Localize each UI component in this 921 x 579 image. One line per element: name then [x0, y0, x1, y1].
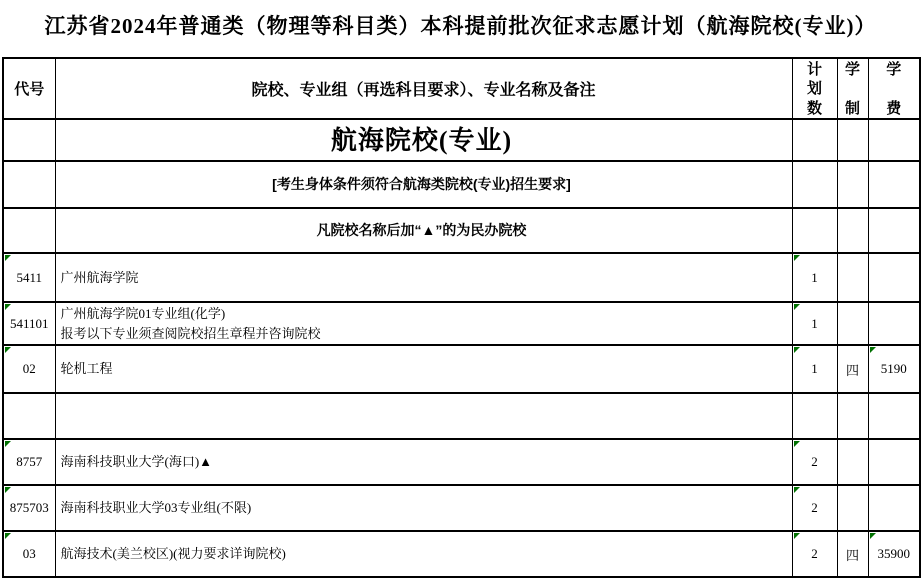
plan-table — [2, 57, 921, 578]
vertical-label-plan — [793, 62, 837, 116]
tuition-cell: 5190 — [868, 345, 920, 393]
notice-row — [3, 208, 920, 253]
empty-row — [3, 393, 920, 439]
code-cell: 5411 — [3, 253, 55, 302]
vertical-label-char: 划 — [806, 80, 822, 97]
name-cell: 航海院校(专业) — [55, 119, 792, 161]
table-row — [3, 253, 920, 302]
vertical-label-char: 制 — [844, 99, 860, 117]
section-row — [3, 119, 920, 161]
cell-flag-triangle-icon — [870, 347, 876, 353]
duration-cell — [837, 439, 868, 485]
header-row — [3, 58, 920, 119]
cell-flag-triangle-icon — [870, 533, 876, 539]
vertical-label-char: 数 — [806, 99, 822, 117]
name-cell: 凡院校名称后加“▲”的为民办院校 — [55, 208, 792, 253]
duration-cell: 四 — [837, 531, 868, 577]
tuition-cell — [868, 393, 920, 439]
code-cell — [3, 208, 55, 253]
name-cell — [55, 393, 792, 439]
cell-flag-triangle-icon — [794, 441, 800, 447]
plan-cell: 1 — [792, 253, 837, 302]
name-cell: 广州航海学院01专业组(化学) 报考以下专业须查阅院校招生章程并咨询院校 — [55, 302, 792, 345]
col-header-duration — [837, 58, 868, 119]
duration-cell — [837, 302, 868, 345]
cell-flag-triangle-icon — [794, 533, 800, 539]
plan-cell: 2 — [792, 439, 837, 485]
cell-flag-triangle-icon — [794, 304, 800, 310]
plan-cell: 1 — [792, 302, 837, 345]
duration-cell — [837, 393, 868, 439]
name-cell: 广州航海学院 — [55, 253, 792, 302]
vertical-label-char: 学 — [886, 60, 902, 78]
tuition-cell — [868, 161, 920, 208]
vertical-label-tuition — [869, 62, 920, 116]
col-header-code: 代号 — [3, 58, 55, 119]
cell-flag-triangle-icon — [5, 441, 11, 447]
name-cell: [考生身体条件须符合航海类院校(专业)招生要求] — [55, 161, 792, 208]
plan-cell — [792, 119, 837, 161]
duration-cell — [837, 161, 868, 208]
vertical-label-duration — [838, 62, 868, 116]
vertical-label-char: 计 — [806, 60, 822, 78]
cell-flag-triangle-icon — [5, 533, 11, 539]
cell-flag-triangle-icon — [5, 347, 11, 353]
duration-cell — [837, 485, 868, 531]
tuition-cell — [868, 439, 920, 485]
name-cell: 海南科技职业大学03专业组(不限) — [55, 485, 792, 531]
name-cell: 航海技术(美兰校区)(视力要求详询院校) — [55, 531, 792, 577]
table-row — [3, 302, 920, 345]
plan-cell — [792, 208, 837, 253]
cell-flag-triangle-icon — [5, 487, 11, 493]
name-cell: 海南科技职业大学(海口)▲ — [55, 439, 792, 485]
plan-cell — [792, 161, 837, 208]
tuition-cell — [868, 302, 920, 345]
duration-cell — [837, 208, 868, 253]
code-cell: 02 — [3, 345, 55, 393]
code-cell: 03 — [3, 531, 55, 577]
table-row — [3, 485, 920, 531]
plan-cell — [792, 393, 837, 439]
col-header-name: 院校、专业组（再选科目要求）、专业名称及备注 — [55, 58, 792, 119]
tuition-cell — [868, 208, 920, 253]
code-cell: 875703 — [3, 485, 55, 531]
tuition-cell — [868, 485, 920, 531]
plan-cell: 2 — [792, 531, 837, 577]
table-row — [3, 439, 920, 485]
tuition-cell — [868, 253, 920, 302]
duration-cell: 四 — [837, 345, 868, 393]
table-row — [3, 345, 920, 393]
duration-cell — [837, 253, 868, 302]
cell-flag-triangle-icon — [794, 347, 800, 353]
code-cell — [3, 119, 55, 161]
notice-row — [3, 161, 920, 208]
code-cell — [3, 161, 55, 208]
name-cell: 轮机工程 — [55, 345, 792, 393]
plan-cell: 1 — [792, 345, 837, 393]
cell-flag-triangle-icon — [5, 304, 11, 310]
tuition-cell: 35900 — [868, 531, 920, 577]
plan-cell: 2 — [792, 485, 837, 531]
table-row — [3, 531, 920, 577]
page-title: 江苏省2024年普通类（物理等科目类）本科提前批次征求志愿计划（航海院校(专业)） — [44, 14, 877, 38]
cell-flag-triangle-icon — [794, 487, 800, 493]
vertical-label-char: 费 — [886, 99, 902, 117]
code-cell: 541101 — [3, 302, 55, 345]
col-header-plan — [792, 58, 837, 119]
col-header-tuition — [868, 58, 920, 119]
vertical-label-char: 学 — [844, 60, 860, 78]
cell-flag-triangle-icon — [5, 255, 11, 261]
code-cell: 8757 — [3, 439, 55, 485]
duration-cell — [837, 119, 868, 161]
cell-flag-triangle-icon — [794, 255, 800, 261]
tuition-cell — [868, 119, 920, 161]
code-cell — [3, 393, 55, 439]
